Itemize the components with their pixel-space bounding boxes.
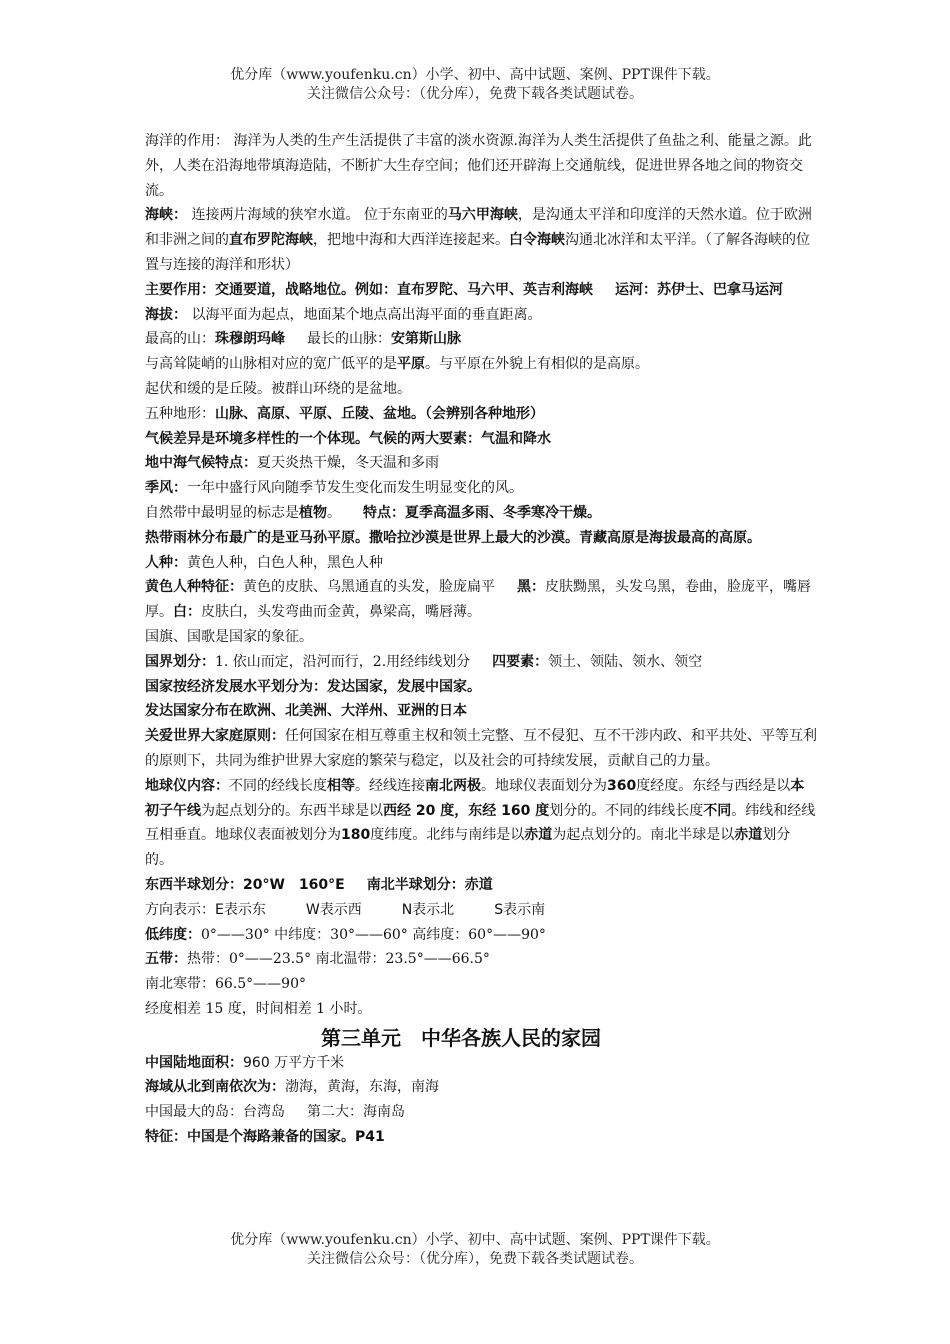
strait-label: 海峡： (145, 207, 187, 224)
strait-para (145, 203, 817, 277)
strait-text-4: 沟通北冰洋和太平洋。（了解各海峡的位置与连接的海洋和形状） (145, 232, 810, 273)
developed-para: 发达国家分布在欧洲、北美洲、大洋州、亚洲的日本 (145, 703, 467, 720)
monsoon-para (145, 476, 817, 501)
latitude-text: 0°——30° 中纬度：30°——60° 高纬度：60°——90° (201, 926, 546, 943)
flag-para: 国旗、国歌是国家的象征。 (145, 628, 313, 645)
med-label: 地中海气候特点： (145, 455, 257, 472)
strait-text-1: 连接两片海域的狭窄水道。 位于东南亚的 (187, 207, 448, 224)
border-para (145, 650, 817, 675)
zones-label: 五带： (145, 951, 187, 968)
footer-line-1: 优分库（www.youfenku.cn）小学、初中、高中试题、案例、PPT课件下载。 (230, 1232, 720, 1248)
direction-s: S表示南 (494, 901, 546, 918)
time-para: 经度相差 15 度，时间相差 1 小时。 (145, 1000, 372, 1017)
feature-para: 特征：中国是个海路兼备的国家。P41 (145, 1129, 385, 1146)
zones-para (145, 947, 817, 972)
header-line-1: 优分库（www.youfenku.cn）小学、初中、高中试题、案例、PPT课件下载。 (230, 67, 720, 83)
canal-text: 运河：苏伊士、巴拿马运河 (615, 281, 783, 298)
globe-b6: 不同 (703, 802, 732, 819)
plain-text-2: 。与平原在外貌上有相似的是高原。 (425, 356, 649, 373)
strait-text-2: ，是沟通太平洋和印度洋的天然水道。位于欧洲和非洲之间的 (145, 207, 812, 249)
black-label: 黑： (517, 579, 545, 596)
highest-para (145, 327, 817, 352)
area-label: 中国陆地面积： (145, 1054, 243, 1071)
nature-bold-2: 特点：夏季高温多雨、冬季寒冷干燥。 (363, 504, 601, 521)
globe-t8: 度纬度。北纬与南纬是以 (370, 827, 525, 844)
ocean-role (145, 129, 817, 203)
ocean-label: 海洋的作用： (145, 133, 229, 149)
globe-b2: 南北两极 (425, 777, 481, 794)
direction-n: N表示北 (401, 901, 455, 918)
yellow-text: 黄色的皮肤、乌黑通直的头发，脸庞扁平 (243, 579, 495, 596)
globe-t2: 。经线连接 (355, 777, 425, 794)
globe-t9: 为起点划分的。南北半球是以 (552, 827, 735, 844)
latitude-label: 低纬度： (145, 926, 201, 943)
strait-malacca: 马六甲海峡 (447, 207, 518, 224)
globe-t3: 。地球仪表面划分为 (481, 777, 607, 794)
plain-text-1: 与高耸陡峭的山脉相对应的宽广低平的是 (145, 356, 397, 373)
direction-e: E表示东 (215, 901, 266, 918)
globe-label: 地球仪内容： (145, 777, 229, 794)
globe-t7: 。纬线和经线互相垂直。地球仪表面被划分为 (145, 802, 816, 844)
yellow-label: 黄色人种特征： (145, 579, 243, 596)
terrain-value: 山脉、高原、平原、丘陵、盆地。（会辨别各种地形） (215, 405, 544, 422)
rainforest-para: 热带雨林分布最广的是亚马孙平原。撒哈拉沙漠是世界上最大的沙漠。青藏高原是海拔最高的高原。 (145, 529, 761, 546)
nature-text-1: 自然带中最明显的标志是 (145, 504, 299, 521)
elements-label: 四要素： (492, 653, 549, 670)
highest-label: 最高的山： (145, 331, 215, 348)
black-text: 皮肤黝黑，头发乌黑，卷曲，脸庞平，嘴唇厚。 (145, 579, 811, 621)
document-body (145, 129, 817, 1150)
header-line-2: 关注微信公众号：（优分库），免费下载各类试题试卷。 (307, 86, 643, 102)
direction-label: 方向表示： (145, 901, 215, 918)
area-text: 960 万平方千米 (243, 1054, 345, 1071)
elements-text: 领土、领陆、领水、领空 (548, 653, 703, 670)
strait-gibraltar: 直布罗陀海峡 (229, 232, 313, 249)
main-use (145, 278, 817, 303)
nature-text-2: 。 (327, 504, 341, 521)
direction-w: W表示西 (305, 901, 362, 918)
white-text: 皮肤白，头发弯曲而金黄，鼻梁高，嘴唇薄。 (201, 604, 481, 621)
climate-para: 气候差异是环境多样性的一个体现。气候的两大要素：气温和降水 (145, 430, 551, 447)
island2-text: 第二大：海南岛 (307, 1104, 405, 1121)
race-traits-para (145, 575, 817, 625)
globe-t4: 度经度。东经与西经是以 (636, 777, 791, 794)
highest-value: 珠穆朗玛峰 (215, 331, 285, 348)
globe-b7: 180 (341, 827, 371, 844)
terrain-label: 五种地形： (145, 405, 215, 422)
longest-value: 安第斯山脉 (391, 331, 461, 348)
globe-b4: 本初子午线 (145, 777, 805, 819)
unit-title: 第三单元 中华各族人民的家园 (321, 1025, 601, 1050)
nature-para (145, 501, 817, 526)
race-text: 黄色人种，白色人种，黑色人种 (187, 554, 383, 571)
care-label: 关爱世界大家庭原则： (145, 728, 285, 745)
border-label: 国界划分： (145, 653, 215, 670)
altitude-para (145, 303, 817, 328)
seas-label: 海域从北到南依次为： (145, 1079, 285, 1096)
globe-t10: 划分的。 (145, 827, 791, 869)
nature-bold-1: 植物 (299, 504, 327, 521)
hills-para: 起伏和缓的是丘陵。被群山环绕的是盆地。 (145, 380, 411, 397)
altitude-label: 海拔： (145, 306, 187, 323)
globe-b9: 赤道 (734, 827, 763, 844)
plain-bold: 平原 (397, 356, 425, 373)
seas-para (145, 1075, 817, 1100)
island-para (145, 1100, 817, 1125)
plain-para (145, 352, 817, 377)
main-use-text: 主要作用：交通要道，战略地位。例如：直布罗陀、马六甲、英吉利海峡 (145, 281, 593, 298)
monsoon-label: 季风： (145, 480, 187, 497)
monsoon-text: 一年中盛行风向随季节发生变化而发生明显变化的风。 (187, 480, 523, 497)
globe-para (145, 774, 817, 873)
page-footer (0, 1231, 950, 1269)
globe-b3: 360 (607, 777, 637, 794)
ew-division: 东西半球划分：20°W 160°E (145, 876, 345, 893)
globe-t5: 为起点划分的。东西半球是以 (201, 802, 383, 819)
white-label: 白： (173, 604, 201, 621)
direction-para (145, 898, 817, 923)
latitude-para (145, 923, 817, 948)
med-text: 夏天炎热干燥，冬天温和多雨 (257, 455, 439, 472)
frigid-para: 南北寒带：66.5°——90° (145, 976, 306, 993)
seas-text: 渤海，黄海，东海，南海 (285, 1079, 439, 1096)
footer-line-2: 关注微信公众号：（优分库），免费下载各类试题试卷。 (307, 1251, 643, 1267)
globe-b8: 赤道 (524, 827, 553, 844)
terrain-para (145, 402, 817, 427)
med-para (145, 451, 817, 476)
longest-label: 最长的山脉： (307, 331, 391, 348)
globe-b5: 西经 20 度，东经 160 度 (383, 802, 550, 819)
race-label: 人种： (145, 554, 187, 571)
ns-division: 南北半球划分：赤道 (366, 876, 493, 893)
care-para (145, 724, 817, 774)
ocean-text: 海洋为人类的生产生活提供了丰富的淡水资源.海洋为人类生活提供了鱼盐之利、能量之源。此外，人类在沿海地带填海造陆，不断扩大生存空间；他们还开辟海上交通航线，促进世界各地之间的物资交流。 (145, 133, 812, 199)
hemisphere-para (145, 873, 817, 898)
strait-bering: 白令海峡 (509, 232, 565, 249)
globe-b1: 相等 (327, 777, 355, 794)
care-text: 任何国家在相互尊重主权和领土完整、互不侵犯、互不干涉内政、和平共处、平等互利的原则下，共同为维护世界大家庭的繁荣与稳定，以及社会的可持续发展，贡献自己的力量。 (145, 728, 817, 769)
strait-text-3: ，把地中海和大西洋连接起来。 (313, 232, 509, 249)
area-para (145, 1051, 817, 1076)
island-text: 中国最大的岛：台湾岛 (145, 1104, 285, 1121)
altitude-text: 以海平面为起点，地面某个地点高出海平面的垂直距离。 (187, 306, 542, 323)
economy-para: 国家按经济发展水平划分为：发达国家，发展中国家。 (145, 678, 481, 695)
page-header (0, 66, 950, 104)
globe-t6: 划分的。不同的纬线长度 (549, 802, 704, 819)
globe-t1: 不同的经线长度 (229, 777, 327, 794)
zones-text: 热带：0°——23.5° 南北温带：23.5°——66.5° (187, 951, 490, 968)
border-text: 1. 依山而定，沿河而行，2.用经纬线划分 (215, 653, 471, 670)
race-para (145, 551, 817, 576)
